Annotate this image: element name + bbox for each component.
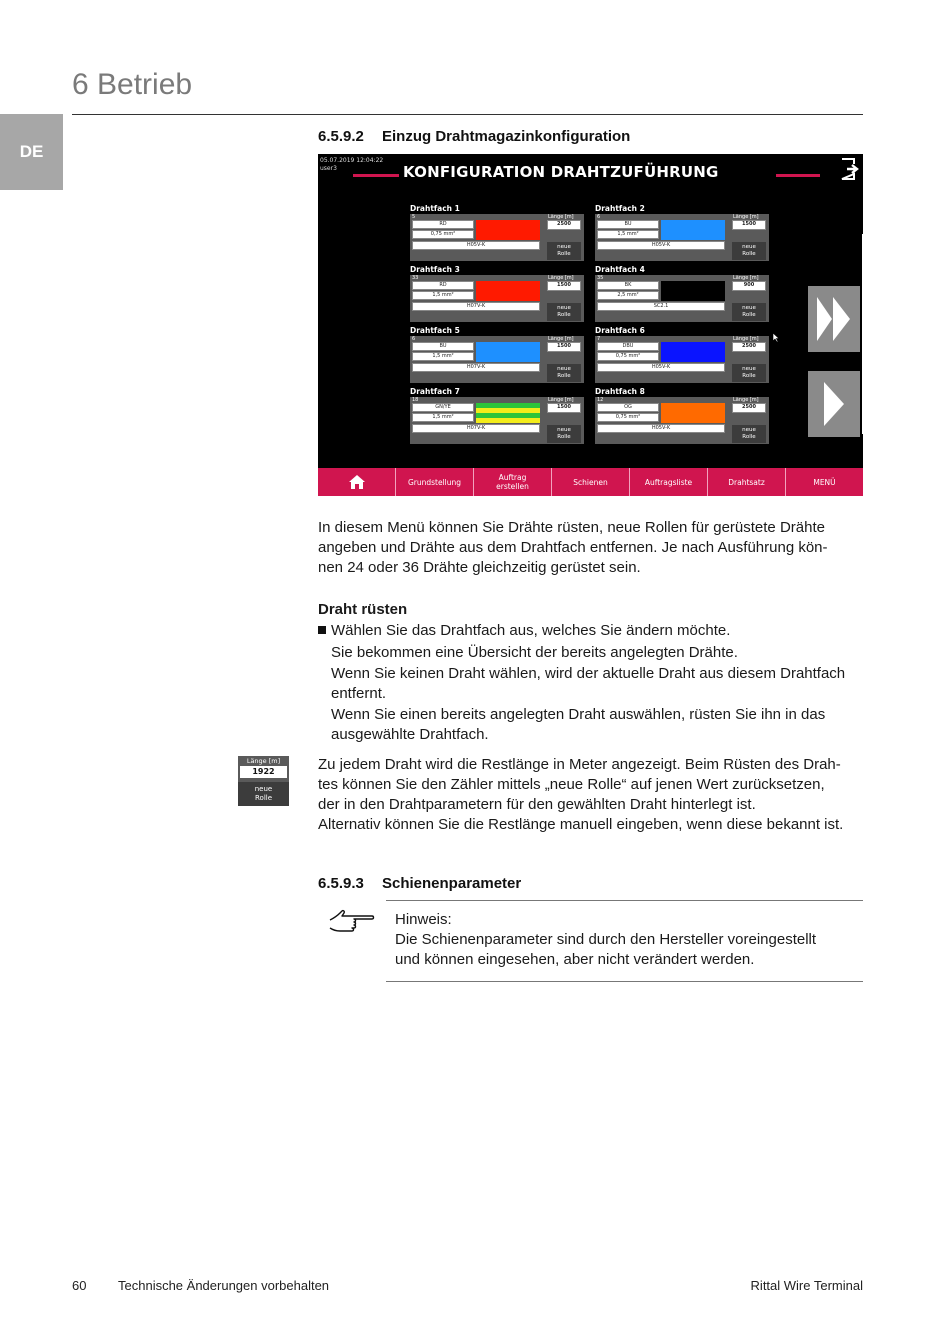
drawer-panel: [410, 397, 584, 444]
section-title: Schienenparameter: [382, 875, 522, 892]
new-roll-button[interactable]: [732, 364, 766, 382]
drawer-label: Drahtfach 7: [410, 387, 460, 396]
section-heading-drahtmagazin: [318, 128, 630, 145]
section-number: 6.5.9.2: [318, 128, 364, 145]
wire-type-field[interactable]: H05V-K: [597, 363, 725, 372]
wire-color-swatch: [661, 403, 725, 423]
new-roll-button[interactable]: [732, 303, 766, 321]
new-roll-line2: Rolle: [742, 312, 756, 318]
drawer-label: Drahtfach 2: [595, 204, 645, 213]
new-roll-line1: neue: [742, 366, 756, 372]
new-roll-line1: neue: [742, 305, 756, 311]
new-roll-line1: neue: [742, 244, 756, 250]
note-text: [395, 910, 865, 970]
remaining-length-field[interactable]: 1500: [547, 342, 581, 352]
length-widget-example: [238, 756, 289, 806]
detail-line: Sie bekommen eine Übersicht der bereits angelegten Drähte.: [331, 644, 738, 661]
restlaenge-line: Zu jedem Draht wird die Restlänge in Meter angezeigt. Beim Rüsten des Drah-: [318, 756, 841, 773]
note-label: Hinweis:: [395, 911, 452, 928]
remaining-length-field[interactable]: 1500: [547, 281, 581, 291]
bullet-item: [318, 621, 730, 641]
drawer-panel: [595, 275, 769, 322]
remaining-length-field[interactable]: 900: [732, 281, 766, 291]
footer-product: Rittal Wire Terminal: [750, 1278, 863, 1293]
drawer-panel: [410, 214, 584, 261]
drawer-6[interactable]: [595, 326, 770, 382]
remaining-length-field[interactable]: 2500: [732, 403, 766, 413]
new-roll-line2: Rolle: [557, 312, 571, 318]
new-roll-line1: neue: [742, 427, 756, 433]
drawer-8[interactable]: [595, 387, 770, 443]
detail-line: ausgewählte Drahtfach.: [331, 726, 489, 743]
cross-section-field[interactable]: 1,5 mm²: [412, 291, 474, 300]
wire-color-swatch: [661, 342, 725, 362]
remaining-length-field[interactable]: 2500: [547, 220, 581, 230]
toolbar-drahtsatz[interactable]: Drahtsatz: [708, 468, 786, 496]
drawer-panel: [595, 214, 769, 261]
detail-line: entfernt.: [331, 685, 387, 702]
bullet-square-icon: [318, 626, 326, 634]
toolbar-auftragsliste[interactable]: Auftragsliste: [630, 468, 708, 496]
new-roll-button[interactable]: [732, 242, 766, 260]
wire-color-swatch: [476, 342, 540, 362]
title-bar-left: [353, 174, 399, 177]
wire-type-field[interactable]: H05V-K: [597, 241, 725, 250]
section-number: 6.5.9.3: [318, 875, 364, 892]
drawer-index: 12: [597, 397, 604, 403]
restlaenge-paragraph: [318, 755, 866, 835]
draht-ruesten-heading: Draht rüsten: [318, 601, 408, 618]
cross-section-field[interactable]: 1,5 mm²: [597, 230, 659, 239]
new-roll-button[interactable]: [732, 425, 766, 443]
bottom-toolbar: [318, 468, 863, 496]
drawer-index: 6: [412, 336, 416, 342]
drawer-7[interactable]: [410, 387, 585, 443]
draht-ruesten-details: [331, 643, 866, 746]
new-roll-line1: neue: [557, 427, 571, 433]
cross-section-field[interactable]: 1,5 mm²: [412, 352, 474, 361]
drawer-index: 33: [412, 275, 419, 281]
footer-disclaimer: Technische Änderungen vorbehalten: [118, 1278, 330, 1293]
length-label: Länge [m]: [733, 336, 759, 342]
length-label: Länge [m]: [548, 214, 574, 220]
detail-line: Wenn Sie keinen Draht wählen, wird der aktuelle Draht aus diesem Drahtfach: [331, 664, 846, 682]
drawer-label: Drahtfach 3: [410, 265, 460, 274]
screen-title: KONFIGURATION DRAHTZUFÜHRUNG: [403, 163, 719, 181]
new-roll-button[interactable]: [547, 242, 581, 260]
toolbar-menu[interactable]: MENÜ: [813, 477, 836, 487]
new-roll-line1: neue: [557, 366, 571, 372]
length-label: Länge [m]: [246, 757, 281, 765]
pointing-hand-icon: [328, 906, 376, 938]
user-text: user3: [320, 165, 337, 172]
drawer-label: Drahtfach 6: [595, 326, 645, 335]
datetime-text: 05.07.2019 12:04:22: [320, 157, 384, 164]
mouse-cursor-icon: [772, 332, 780, 343]
drawer-label: Drahtfach 1: [410, 204, 460, 213]
drawer-index: 5: [412, 214, 416, 220]
drawer-index: 18: [412, 397, 419, 403]
new-roll-line1: neue: [557, 305, 571, 311]
restlaenge-line: tes können Sie den Zähler mittels „neue Rolle“ auf jenen Wert zurücksetzen,: [318, 776, 825, 793]
new-roll-button[interactable]: [547, 364, 581, 382]
cross-section-field[interactable]: 2,5 mm²: [597, 291, 659, 300]
drahtzufuehrung-screen: [318, 154, 863, 496]
page-forward-fast-button[interactable]: [808, 286, 860, 352]
wire-type-field[interactable]: H07V-K: [412, 424, 540, 433]
color-code-field[interactable]: DBU: [597, 342, 659, 351]
wire-color-swatch: [476, 220, 540, 240]
drawer-index: 35: [597, 275, 604, 281]
screen-datetime: [320, 157, 383, 173]
section-title: Einzug Drahtmagazinkonfiguration: [382, 128, 631, 145]
drawer-4[interactable]: [595, 265, 770, 321]
drawer-index: 7: [597, 336, 601, 342]
drawer-panel: [595, 397, 769, 444]
drawer-panel: [410, 336, 584, 383]
toolbar-grundstellung[interactable]: Grundstellung: [396, 468, 474, 496]
drawer-panel: [410, 275, 584, 322]
wire-type-field[interactable]: H05V-K: [597, 424, 725, 433]
drawer-3[interactable]: [410, 265, 585, 321]
length-label: Länge [m]: [548, 336, 574, 342]
detail-line: Wenn Sie einen bereits angelegten Draht auswählen, rüsten Sie ihn in das: [331, 705, 826, 723]
drawer-1[interactable]: [410, 204, 585, 260]
wire-type-field[interactable]: H05V-K: [412, 241, 540, 250]
double-chevron-right-icon: [814, 293, 854, 345]
new-roll-line2: Rolle: [557, 373, 571, 379]
wire-type-field[interactable]: H07V-K: [412, 302, 540, 311]
cross-section-field[interactable]: 1,5 mm²: [412, 413, 474, 422]
intro-paragraph: [318, 518, 866, 578]
toolbar-auftrag-erstellen[interactable]: Auftrag erstellen: [474, 468, 552, 496]
note-bottom-rule: [386, 981, 863, 982]
color-code-field[interactable]: RD: [412, 220, 474, 229]
page-number: 60: [72, 1278, 87, 1293]
new-roll-line2: Rolle: [742, 251, 756, 257]
color-code-field[interactable]: RD: [412, 281, 474, 290]
wire-color-swatch: [476, 281, 540, 301]
drawer-index: 6: [597, 214, 601, 220]
home-button[interactable]: [318, 468, 396, 496]
language-tab: DE: [0, 114, 63, 190]
new-roll-button[interactable]: [547, 303, 581, 321]
length-label: Länge [m]: [548, 397, 574, 403]
new-roll-button: [238, 782, 289, 806]
length-label: Länge [m]: [733, 214, 759, 220]
chevron-right-icon: [820, 378, 848, 430]
intro-line: nen 24 oder 36 Drähte gleichzeitig gerüstet sein.: [318, 559, 641, 576]
drawer-label: Drahtfach 4: [595, 265, 645, 274]
color-code-field[interactable]: OG: [597, 403, 659, 412]
cross-section-field[interactable]: 0,75 mm²: [597, 352, 659, 361]
new-roll-line2: Rolle: [742, 373, 756, 379]
length-value: 1922: [240, 766, 287, 778]
new-roll-line2: Rolle: [557, 251, 571, 257]
restlaenge-line: Alternativ können Sie die Restlänge manuell eingeben, wenn diese bekannt ist.: [318, 816, 844, 833]
wire-color-swatch: [661, 220, 725, 240]
home-icon: [348, 474, 366, 490]
remaining-length-field[interactable]: 2500: [732, 342, 766, 352]
chapter-title: 6 Betrieb: [72, 68, 193, 101]
cross-section-field[interactable]: 0,75 mm²: [412, 230, 474, 239]
restlaenge-line: der in den Drahtparametern für den gewählten Draht hinterlegt ist.: [318, 796, 756, 813]
wire-type-field[interactable]: H07V-K: [412, 363, 540, 372]
remaining-length-field[interactable]: 1500: [547, 403, 581, 413]
color-code-field[interactable]: BK: [597, 281, 659, 290]
drawer-label: Drahtfach 5: [410, 326, 460, 335]
note-line: Die Schienenparameter sind durch den Hersteller voreingestellt: [395, 931, 817, 948]
title-bar-right: [776, 174, 820, 177]
color-code-field[interactable]: BU: [412, 342, 474, 351]
exit-icon[interactable]: [840, 157, 860, 181]
color-code-field[interactable]: BU: [597, 220, 659, 229]
new-roll-line2: Rolle: [742, 434, 756, 440]
note-top-rule: [386, 900, 863, 901]
intro-line: angeben und Drähte aus dem Drahtfach entfernen. Je nach Ausführung kön-: [318, 539, 828, 556]
toolbar-schienen[interactable]: Schienen: [552, 468, 630, 496]
header-rule: [72, 114, 863, 115]
intro-line: In diesem Menü können Sie Drähte rüsten, neue Rollen für gerüstete Drähte: [318, 519, 825, 536]
remaining-length-field[interactable]: 1500: [732, 220, 766, 230]
page-forward-button[interactable]: [808, 371, 860, 437]
new-roll-button[interactable]: [547, 425, 581, 443]
note-line: und können eingesehen, aber nicht verändert werden.: [395, 951, 755, 968]
new-roll-line2: Rolle: [254, 794, 273, 802]
drawer-2[interactable]: [595, 204, 770, 260]
wire-type-field[interactable]: SC2.1: [597, 302, 725, 311]
wire-color-swatch: [476, 403, 540, 423]
bullet-text: Wählen Sie das Drahtfach aus, welches Sie ändern möchte.: [331, 622, 731, 639]
drawer-5[interactable]: [410, 326, 585, 382]
screen-edge: [862, 234, 863, 434]
length-label: Länge [m]: [733, 275, 759, 281]
length-label: Länge [m]: [548, 275, 574, 281]
drawer-label: Drahtfach 8: [595, 387, 645, 396]
new-roll-line1: neue: [254, 785, 273, 793]
section-heading-schienenparameter: [318, 875, 521, 892]
new-roll-line2: Rolle: [557, 434, 571, 440]
wire-color-swatch: [661, 281, 725, 301]
cross-section-field[interactable]: 0,75 mm²: [597, 413, 659, 422]
color-code-field[interactable]: GN/YE: [412, 403, 474, 412]
new-roll-line1: neue: [557, 244, 571, 250]
drawer-panel: [595, 336, 769, 383]
length-label: Länge [m]: [733, 397, 759, 403]
